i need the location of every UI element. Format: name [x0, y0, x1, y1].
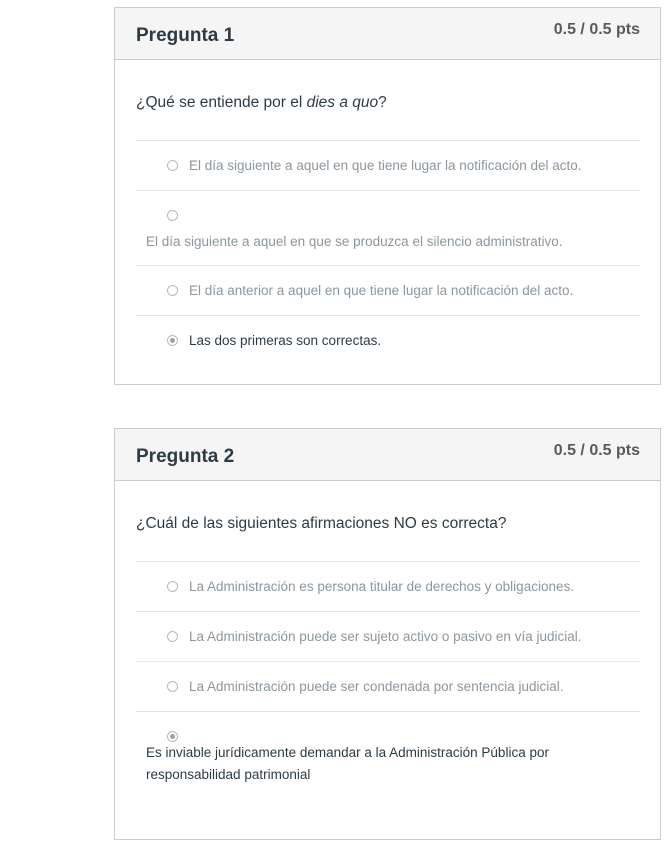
radio-button[interactable] — [167, 631, 178, 642]
question-2-card — [114, 428, 661, 840]
answer-option-selected[interactable] — [136, 711, 640, 821]
answer-list — [136, 561, 640, 821]
answer-option[interactable] — [136, 611, 640, 661]
radio-button-selected[interactable] — [167, 731, 178, 742]
question-title: Pregunta 1 — [136, 25, 235, 46]
question-1-header — [115, 8, 660, 60]
answer-label-line-2: responsabilidad patrimonial — [146, 767, 311, 782]
question-1-card — [114, 7, 661, 385]
radio-button[interactable] — [167, 210, 178, 221]
answer-option-selected[interactable] — [136, 315, 640, 367]
question-2-header — [115, 429, 660, 481]
answer-label: El día siguiente a aquel en que tiene lugar la notificación del acto. — [189, 158, 582, 173]
question-text: ¿Cuál de las siguientes afirmaciones NO es correcta? — [136, 515, 507, 532]
radio-button-selected[interactable] — [167, 335, 178, 346]
answer-label: La Administración puede ser condenada por sentencia judicial. — [189, 679, 564, 694]
radio-button[interactable] — [167, 160, 178, 171]
radio-button[interactable] — [167, 681, 178, 692]
question-points: 0.5 / 0.5 pts — [553, 21, 640, 38]
answer-option[interactable] — [136, 265, 640, 315]
answer-label: La Administración es persona titular de derechos y obligaciones. — [189, 579, 574, 594]
answer-label: La Administración puede ser sujeto activo o pasivo en vía judicial. — [189, 629, 582, 644]
radio-button[interactable] — [167, 285, 178, 296]
answer-label: El día siguiente a aquel en que se produzca el silencio administrativo. — [146, 234, 563, 249]
answer-label: Las dos primeras son correctas. — [189, 333, 382, 348]
answer-option[interactable] — [136, 561, 640, 611]
answer-label: El día anterior a aquel en que tiene lugar la notificación del acto. — [189, 283, 574, 298]
answer-label-line-1: Es inviable jurídicamente demandar a la Administración Pública por — [146, 745, 549, 760]
answer-option[interactable] — [136, 140, 640, 190]
answer-option[interactable] — [136, 661, 640, 711]
question-text: ¿Qué se entiende por el dies a quo? — [136, 94, 387, 111]
answer-option[interactable] — [136, 190, 640, 265]
question-title: Pregunta 2 — [136, 446, 235, 467]
radio-button[interactable] — [167, 581, 178, 592]
question-points: 0.5 / 0.5 pts — [553, 442, 640, 459]
answer-list — [136, 140, 640, 367]
